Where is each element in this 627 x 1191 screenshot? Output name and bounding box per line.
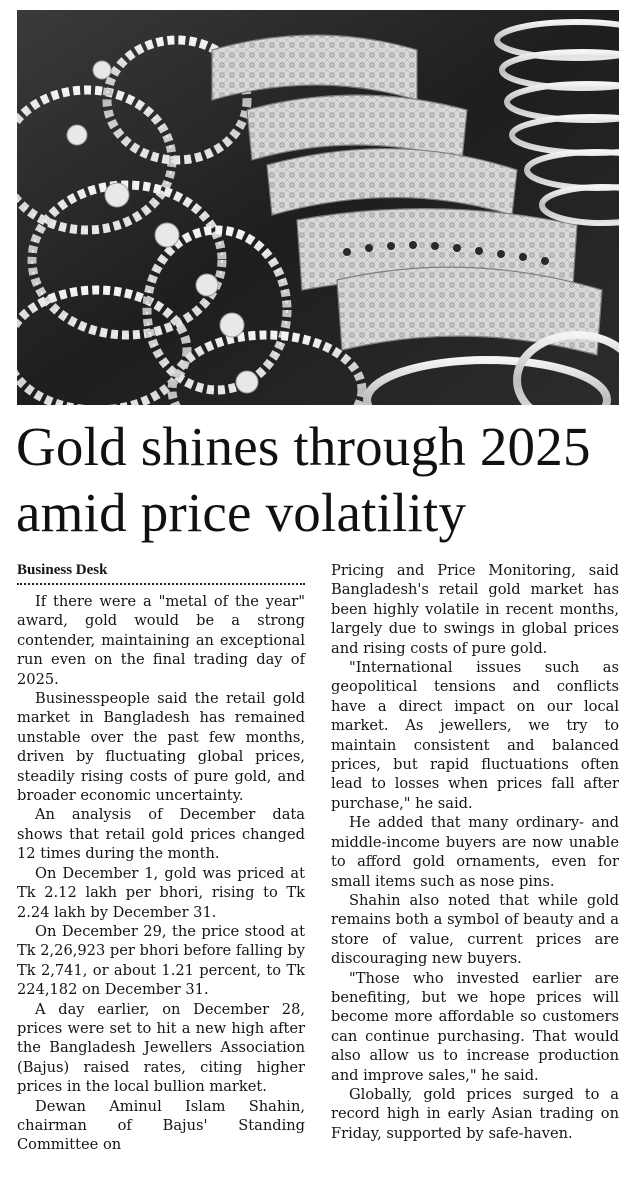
bangles-illustration [17,10,619,405]
headline-line-2: amid price volatility [16,482,467,543]
paragraph: If there were a "metal of the year" award, gold would be a strong contender, maintaining an exceptional run even on the final trading day of 2025. [17,593,305,688]
paragraph: Businesspeople said the retail gold market in Bangladesh has remained unstable over the past few months, driven by fluctuating global prices, steadily rising costs of pure gold, and broader economic uncertainty. [17,690,305,805]
paragraph: He added that many ordinary- and middle-income buyers are now unable to afford gold ornaments, even for small items such as nose pins. [331,814,619,890]
paragraph: Pricing and Price Monitoring, said Bangladesh's retail gold market has been highly volatile in recent months, largely due to swings in global prices and rising costs of pure gold. [331,562,619,657]
bangles-photo [17,10,619,405]
article-headline [16,414,616,546]
paragraph: A day earlier, on December 28, prices were set to hit a new high after the Bangladesh Jewellers Association (Bajus) raised rates, citing higher prices in the local bullion market. [17,1000,305,1096]
byline: Business Desk [17,560,305,585]
paragraph: "Those who invested earlier are benefiting, but we hope prices will become more affordable so customers can continue purchasing. That would also allow us to increase production and improve sales," he said. [331,969,619,1084]
article-column-right [331,561,619,1143]
headline-line-1: Gold shines through 2025 [16,416,591,477]
paragraph: On December 1, gold was priced at Tk 2.12 lakh per bhori, rising to Tk 2.24 lakh by December 31. [17,864,305,921]
paragraph: An analysis of December data shows that retail gold prices changed 12 times during the month. [17,806,305,863]
paragraph: Globally, gold prices surged to a record high in early Asian trading on Friday, supported by safe-haven. [331,1085,619,1142]
article-column-left [17,560,305,1155]
paragraph: Dewan Aminul Islam Shahin, chairman of Bajus' Standing Committee on [17,1097,305,1154]
paragraph: Shahin also noted that while gold remains both a symbol of beauty and a store of value, current prices are discouraging new buyers. [331,891,619,968]
paragraph: "International issues such as geopolitical tensions and conflicts have a direct impact on our local market. As jewellers, we try to maintain consistent and balanced prices, but rapid fluctuations often lead to losses when prices fall after purchase," he said. [331,659,619,812]
paragraph: On December 29, the price stood at Tk 2,26,923 per bhori before falling by Tk 2,741, or about 1.21 percent, to Tk 224,182 on December 31. [17,922,305,999]
